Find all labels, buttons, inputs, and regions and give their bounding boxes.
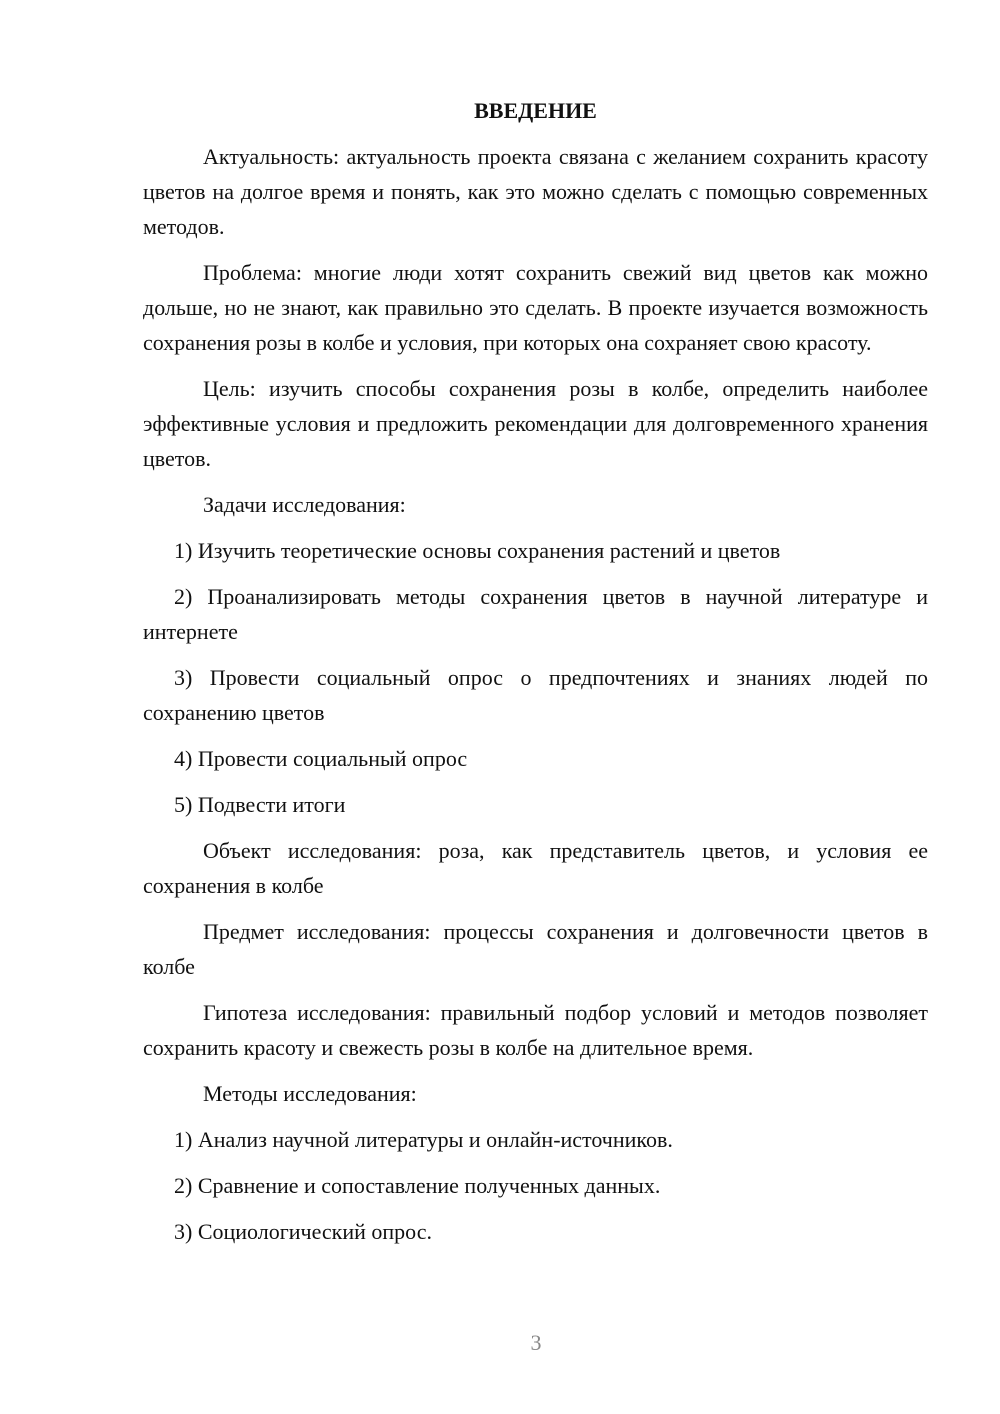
tasks-heading: Задачи исследования: [203,492,406,517]
methods-heading: Методы исследования: [203,1081,417,1106]
method-item-1: 1) Анализ научной литературы и онлайн-источников. [174,1127,673,1152]
task-item-1: 1) Изучить теоретические основы сохранения растений и цветов [174,538,781,563]
task-item-2: 2) Проанализировать методы сохранения цветов в научной литературе и интернете [143,584,928,644]
problem-paragraph: Проблема: многие люди хотят сохранить свежий вид цветов как можно дольше, но не знают, как правильно это сделать. В проекте изучается возможность сохранения розы в колбе и условия, при которых она сохраняет свою красоту. [143,260,928,355]
page-content [143,93,928,1260]
method-item-3: 3) Социологический опрос. [174,1219,432,1244]
goal-paragraph: Цель: изучить способы сохранения розы в колбе, определить наиболее эффективные условия и предложить рекомендации для долговременного хранения цветов. [143,376,928,471]
task-item-4: 4) Провести социальный опрос [174,746,468,771]
subject-paragraph: Предмет исследования: процессы сохранения и долговечности цветов в колбе [143,919,928,979]
hypothesis-paragraph: Гипотеза исследования: правильный подбор условий и методов позволяет сохранить красоту и свежесть розы в колбе на длительное время. [143,1000,928,1060]
object-paragraph: Объект исследования: роза, как представитель цветов, и условия ее сохранения в колбе [143,838,928,898]
method-item-2: 2) Сравнение и сопоставление полученных данных. [174,1173,661,1198]
relevance-paragraph: Актуальность: актуальность проекта связана с желанием сохранить красоту цветов на долгое время и понять, как это можно сделать с помощью современных методов. [143,144,928,239]
page-number: 3 [530,1330,542,1355]
task-item-5: 5) Подвести итоги [174,792,346,817]
page-title: ВВЕДЕНИЕ [474,98,597,123]
task-item-3: 3) Провести социальный опрос о предпочтениях и знаниях людей по сохранению цветов [143,665,928,725]
